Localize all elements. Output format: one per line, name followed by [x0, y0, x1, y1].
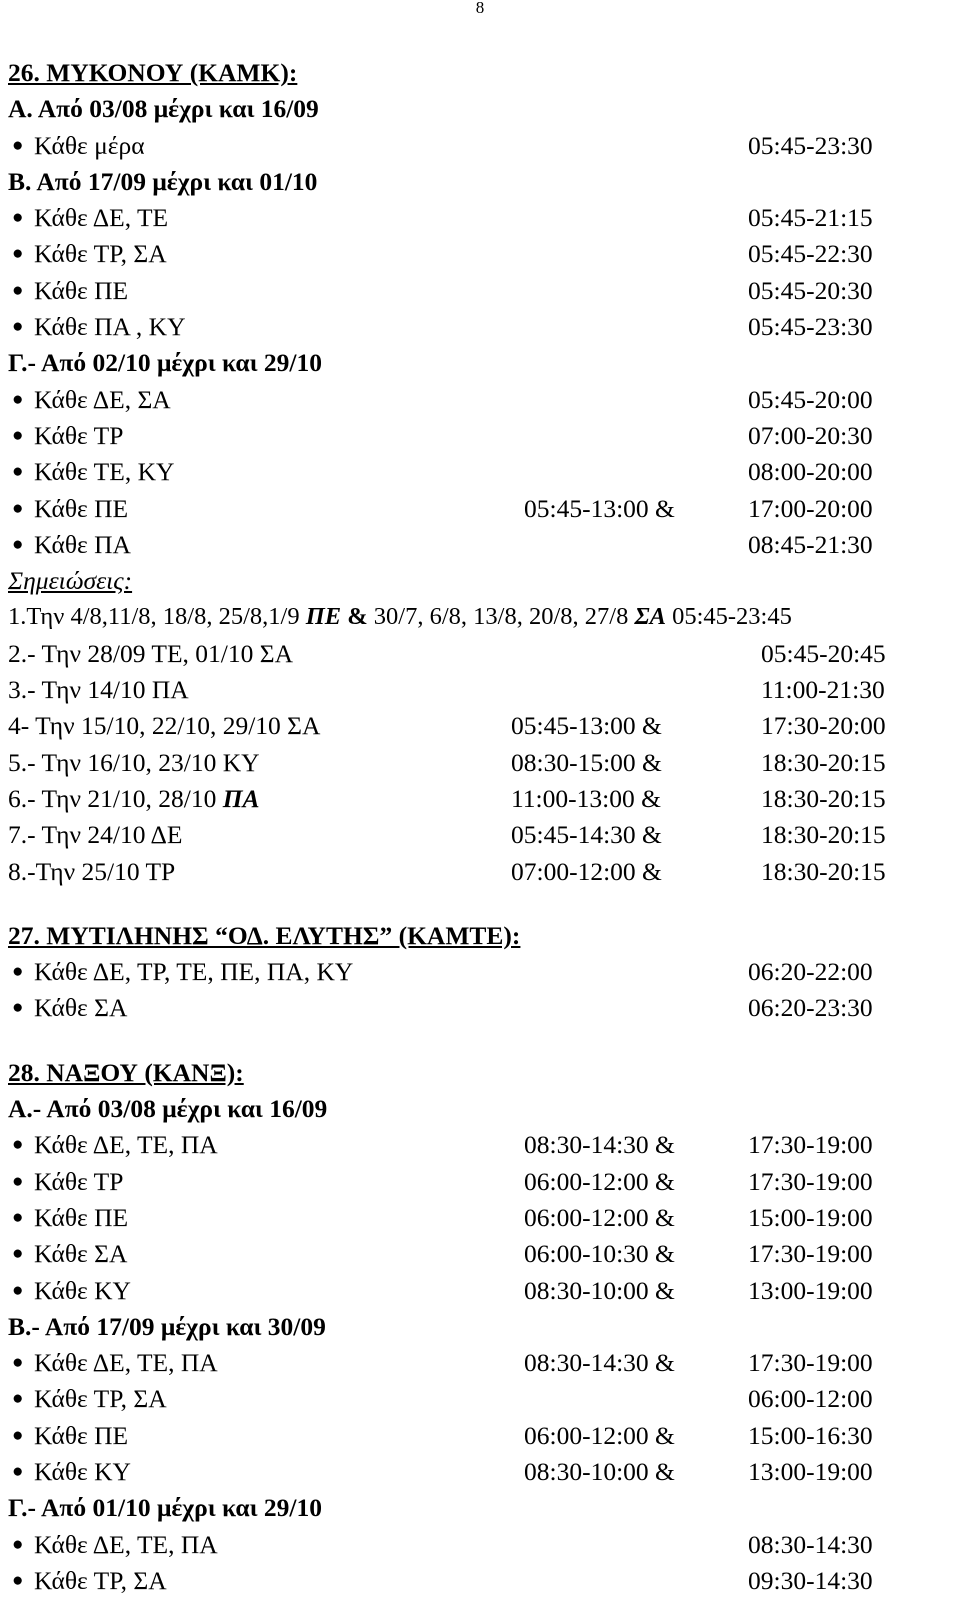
bullet-icon: ●	[12, 279, 24, 301]
list-item	[8, 954, 952, 990]
note-time: 11:00-21:30	[761, 675, 885, 705]
schedule-document	[8, 55, 952, 1599]
bullet-icon: ●	[12, 1460, 24, 1482]
item-label: Κάθε ΣΑ	[34, 993, 128, 1023]
item-label: Κάθε ΔΕ, ΤΕ, ΠΑ	[34, 1130, 218, 1160]
note-label: 4- Την 15/10, 22/10, 29/10 ΣΑ	[8, 711, 321, 741]
page-number: 8	[475, 0, 485, 17]
list-item	[8, 1164, 952, 1200]
note-time: 18:30-20:15	[761, 856, 886, 886]
note-label: 3.- Την 14/10 ΠΑ	[8, 675, 189, 705]
bullet-icon: ●	[12, 424, 24, 446]
list-item	[8, 491, 952, 527]
bullet-icon: ●	[12, 316, 24, 338]
note-label: 5.- Την 16/10, 23/10 ΚΥ	[8, 747, 260, 777]
list-item	[8, 273, 952, 309]
note-label: 8.-Την 25/10 ΤΡ	[8, 856, 176, 886]
item-label: Κάθε ΤΡ, ΣΑ	[34, 1384, 167, 1414]
list-item	[8, 418, 952, 454]
list-item	[8, 1454, 952, 1490]
note-time: 17:30-20:00	[761, 711, 886, 741]
item-label: Κάθε ΠΑ	[34, 529, 131, 559]
bullet-icon: ●	[12, 1170, 24, 1192]
item-label: Κάθε ΤΡ, ΣΑ	[34, 239, 167, 269]
item-time: 15:00-16:30	[748, 1420, 873, 1450]
section-28-period-c: Γ.- Από 01/10 μέχρι και 29/10	[8, 1493, 323, 1523]
item-time: 05:45-20:00	[748, 384, 873, 414]
list-item	[8, 527, 952, 563]
item-label: Κάθε ΤΡ, ΣΑ	[34, 1565, 167, 1595]
bullet-icon: ●	[12, 207, 24, 229]
bullet-icon: ●	[12, 134, 24, 156]
item-label: Κάθε ΚΥ	[34, 1275, 131, 1305]
section-26-period-c: Γ.- Από 02/10 μέχρι και 29/10	[8, 348, 323, 378]
note-1	[8, 599, 952, 635]
item-time-first: 08:30-14:30 &	[524, 1130, 675, 1160]
list-item	[8, 309, 952, 345]
section-26-period-a: Α. Από 03/08 μέχρι και 16/09	[8, 94, 319, 124]
section-26-title: 26. ΜΥΚΟΝΟΥ (ΚΑΜΚ):	[8, 58, 298, 87]
bullet-icon: ●	[12, 1352, 24, 1374]
item-time-first: 05:45-13:00 &	[524, 493, 675, 523]
item-time: 05:45-21:15	[748, 203, 873, 233]
list-item	[8, 990, 952, 1026]
note-day: ΠΕ	[305, 603, 342, 631]
note-text: 30/7, 6/8, 13/8, 20/8, 27/8	[373, 603, 635, 631]
note-time: 18:30-20:15	[761, 783, 886, 813]
note-text: 1.Την 4/8,11/8, 18/8, 25/8,1/9	[8, 603, 306, 631]
note-day: ΣΑ	[634, 603, 666, 631]
section-28-period-b: Β.- Από 17/09 μέχρι και 30/09	[8, 1311, 326, 1341]
item-time: 13:00-19:00	[748, 1275, 873, 1305]
list-item	[8, 1345, 952, 1381]
item-time-first: 06:00-12:00 &	[524, 1420, 675, 1450]
list-item	[8, 128, 952, 164]
item-time-first: 06:00-10:30 &	[524, 1239, 675, 1269]
bullet-icon: ●	[12, 1388, 24, 1410]
item-label: Κάθε ΣΑ	[34, 1239, 128, 1269]
list-item	[8, 1236, 952, 1272]
item-label: Κάθε ΠΑ , ΚΥ	[34, 312, 186, 342]
item-label: Κάθε μέρα	[34, 130, 145, 160]
item-time: 09:30-14:30	[748, 1565, 873, 1595]
note-time-first: 05:45-14:30 &	[511, 820, 662, 850]
bullet-icon: ●	[12, 533, 24, 555]
item-label: Κάθε ΚΥ	[34, 1456, 131, 1486]
note-6	[8, 781, 952, 817]
bullet-icon: ●	[12, 1206, 24, 1228]
item-label: Κάθε ΤΕ, ΚΥ	[34, 457, 175, 487]
item-time: 05:45-23:30	[748, 312, 873, 342]
bullet-icon: ●	[12, 1134, 24, 1156]
note-time: 18:30-20:15	[761, 820, 886, 850]
note-7	[8, 817, 952, 853]
item-label: Κάθε ΔΕ, ΤΕ	[34, 203, 169, 233]
list-item	[8, 1127, 952, 1163]
item-time: 07:00-20:30	[748, 420, 873, 450]
item-time: 08:30-14:30	[748, 1529, 873, 1559]
item-label: Κάθε ΔΕ, ΤΕ, ΠΑ	[34, 1529, 218, 1559]
item-time: 17:30-19:00	[748, 1130, 873, 1160]
item-time: 05:45-20:30	[748, 275, 873, 305]
note-3	[8, 672, 952, 708]
note-8	[8, 854, 952, 890]
bullet-icon: ●	[12, 1243, 24, 1265]
list-item	[8, 1563, 952, 1599]
item-time: 15:00-19:00	[748, 1202, 873, 1232]
item-time: 13:00-19:00	[748, 1456, 873, 1486]
item-time-first: 06:00-12:00 &	[524, 1166, 675, 1196]
item-label: Κάθε ΠΕ	[34, 493, 129, 523]
bullet-icon: ●	[12, 461, 24, 483]
bullet-icon: ●	[12, 497, 24, 519]
note-label: 7.- Την 24/10 ΔΕ	[8, 820, 183, 850]
section-28-title: 28. ΝΑΞΟΥ (ΚΑΝΞ):	[8, 1057, 244, 1087]
item-time: 06:20-23:30	[748, 993, 873, 1023]
bullet-icon: ●	[12, 997, 24, 1019]
list-item	[8, 236, 952, 272]
bullet-icon: ●	[12, 388, 24, 410]
item-label: Κάθε ΔΕ, ΤΡ, ΤΕ, ΠΕ, ΠΑ, ΚΥ	[34, 957, 354, 987]
item-label: Κάθε ΠΕ	[34, 1420, 129, 1450]
item-label: Κάθε ΠΕ	[34, 275, 129, 305]
item-label: Κάθε ΤΡ	[34, 420, 124, 450]
item-label: Κάθε ΔΕ, ΣΑ	[34, 384, 171, 414]
notes-title: Σημειώσεις:	[8, 566, 133, 596]
section-26-period-b: Β. Από 17/09 μέχρι και 01/10	[8, 166, 318, 196]
list-item	[8, 200, 952, 236]
list-item	[8, 1200, 952, 1236]
list-item	[8, 1527, 952, 1563]
note-2	[8, 636, 952, 672]
item-label: Κάθε ΠΕ	[34, 1202, 129, 1232]
item-time: 17:00-20:00	[748, 493, 873, 523]
section-28-period-a: Α.- Από 03/08 μέχρι και 16/09	[8, 1094, 328, 1124]
item-time-first: 08:30-10:00 &	[524, 1275, 675, 1305]
item-time: 06:00-12:00	[748, 1384, 873, 1414]
item-time: 08:45-21:30	[748, 529, 873, 559]
note-label: 6.- Την 21/10, 28/10 ΠΑ	[8, 783, 260, 813]
item-time-first: 08:30-14:30 &	[524, 1348, 675, 1378]
list-item	[8, 1381, 952, 1417]
list-item	[8, 454, 952, 490]
list-item	[8, 1418, 952, 1454]
item-time: 17:30-19:00	[748, 1348, 873, 1378]
list-item	[8, 1273, 952, 1309]
item-label: Κάθε ΤΡ	[34, 1166, 124, 1196]
bullet-icon: ●	[12, 961, 24, 983]
list-item	[8, 382, 952, 418]
item-label: Κάθε ΔΕ, ΤΕ, ΠΑ	[34, 1348, 218, 1378]
note-4	[8, 708, 952, 744]
note-time-first: 08:30-15:00 &	[511, 747, 662, 777]
bullet-icon: ●	[12, 1424, 24, 1446]
note-time-first: 05:45-13:00 &	[511, 711, 662, 741]
note-ampersand: &	[341, 603, 374, 631]
note-time-first: 07:00-12:00 &	[511, 856, 662, 886]
item-time: 05:45-23:30	[748, 130, 873, 160]
item-time-first: 08:30-10:00 &	[524, 1456, 675, 1486]
item-time: 17:30-19:00	[748, 1166, 873, 1196]
note-time: 18:30-20:15	[761, 747, 886, 777]
note-time: 05:45-23:45	[665, 603, 792, 631]
item-time: 08:00-20:00	[748, 457, 873, 487]
item-time-first: 06:00-12:00 &	[524, 1202, 675, 1232]
note-label: 2.- Την 28/09 ΤΕ, 01/10 ΣΑ	[8, 638, 294, 668]
note-5	[8, 745, 952, 781]
item-time: 17:30-19:00	[748, 1239, 873, 1269]
section-27-title: 27. ΜΥΤΙΛΗΝΗΣ “ΟΔ. ΕΛΥΤΗΣ” (ΚΑΜΤΕ):	[8, 920, 521, 950]
note-time-first: 11:00-13:00 &	[511, 783, 661, 813]
note-time: 05:45-20:45	[761, 638, 886, 668]
bullet-icon: ●	[12, 1279, 24, 1301]
item-time: 05:45-22:30	[748, 239, 873, 269]
bullet-icon: ●	[12, 1569, 24, 1591]
item-time: 06:20-22:00	[748, 957, 873, 987]
bullet-icon: ●	[12, 243, 24, 265]
bullet-icon: ●	[12, 1533, 24, 1555]
